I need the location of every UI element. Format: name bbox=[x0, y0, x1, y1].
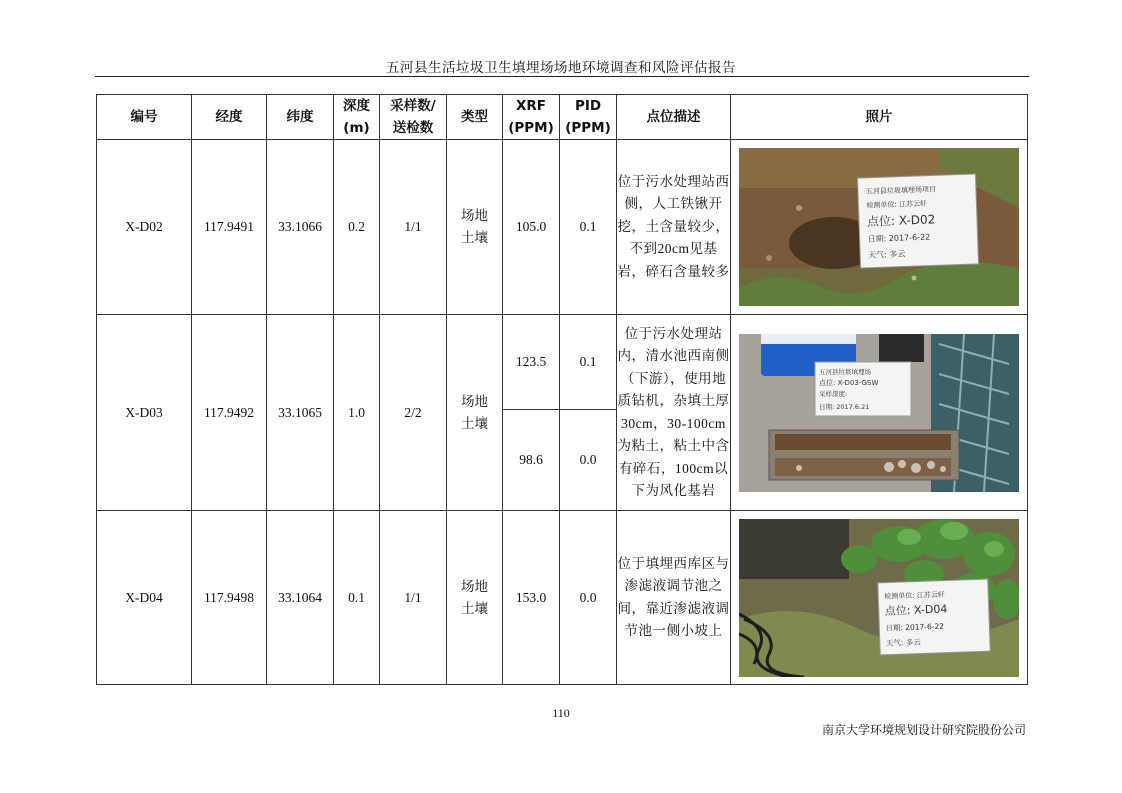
cell-latitude: 33.1065 bbox=[267, 315, 334, 511]
header-description: 点位描述 bbox=[617, 95, 731, 140]
sampling-table bbox=[96, 94, 1028, 685]
site-photo-x-d02 bbox=[739, 148, 1019, 306]
page-number: 110 bbox=[552, 706, 570, 720]
cell-photo bbox=[731, 315, 1028, 511]
cell-photo bbox=[731, 511, 1028, 685]
header-type: 类型 bbox=[447, 95, 503, 140]
footer-organization: 南京大学环境规划设计研究院股份公司 bbox=[821, 723, 1026, 737]
photo-sign-line2: 点位: X-D04 bbox=[884, 602, 948, 618]
cell-samples: 1/1 bbox=[380, 511, 447, 685]
vegetation-slope-photo bbox=[739, 519, 1019, 677]
cell-depth: 1.0 bbox=[334, 315, 380, 511]
cell-id: X-D03 bbox=[97, 315, 192, 511]
cell-xrf: 123.5 bbox=[503, 315, 560, 410]
table-header-row bbox=[97, 95, 1028, 140]
photo-sign-line4: 日期: 2017-6-22 bbox=[867, 232, 931, 244]
cell-xrf: 98.6 bbox=[503, 410, 560, 511]
cell-id: X-D04 bbox=[97, 511, 192, 685]
cell-depth: 0.1 bbox=[334, 511, 380, 685]
cell-type: 场地土壤 bbox=[447, 140, 503, 315]
cell-latitude: 33.1064 bbox=[267, 511, 334, 685]
page-header-title: 五河县生活垃圾卫生填埋场场地环境调查和风险评估报告 bbox=[386, 60, 736, 76]
header-photo: 照片 bbox=[731, 95, 1028, 140]
cell-samples: 1/1 bbox=[380, 140, 447, 315]
table-row bbox=[97, 511, 1028, 685]
soil-pit-photo bbox=[739, 148, 1019, 306]
cell-pid: 0.1 bbox=[560, 140, 617, 315]
cell-xrf: 105.0 bbox=[503, 140, 560, 315]
cell-id: X-D02 bbox=[97, 140, 192, 315]
photo-sign-line1: 五河县垃圾填埋场项目 bbox=[865, 185, 937, 196]
photo-sign-line5: 天气: 多云 bbox=[868, 249, 906, 260]
cell-photo bbox=[731, 140, 1028, 315]
photo-sign-line1: 五河县垃圾填埋场 bbox=[819, 367, 871, 376]
header-samples: 采样数/ 送检数 bbox=[380, 95, 447, 140]
header-rule bbox=[95, 76, 1029, 77]
cell-longitude: 117.9492 bbox=[192, 315, 267, 511]
photo-sign-line1: 检测单位: 江苏云轩 bbox=[884, 590, 945, 601]
photo-sign-line2: 检测单位: 江苏云轩 bbox=[866, 199, 928, 210]
photo-sign-line3: 点位: X-D02 bbox=[866, 212, 936, 229]
cell-description: 位于污水处理站内，清水池西南侧（下游），使用地质钻机，杂填土厚30cm，30-100cm为粘土，粘土中含有碎石，100cm以下为风化基岩 bbox=[617, 315, 731, 511]
cell-type: 场地土壤 bbox=[447, 315, 503, 511]
photo-sign-line4: 日期: 2017.6.21 bbox=[819, 402, 870, 411]
photo-sign-line4: 天气: 多云 bbox=[885, 636, 921, 648]
photo-sign-line3: 日期: 2017-6-22 bbox=[885, 621, 945, 633]
header-longitude: 经度 bbox=[192, 95, 267, 140]
header-pid: PID (PPM) bbox=[560, 95, 617, 140]
header-depth: 深度 (m) bbox=[334, 95, 380, 140]
site-photo-x-d03 bbox=[739, 334, 1019, 492]
cell-type: 场地土壤 bbox=[447, 511, 503, 685]
photo-sign-line2: 点位: X-D03-GSW bbox=[819, 378, 879, 387]
table-row bbox=[97, 315, 1028, 410]
header-latitude: 纬度 bbox=[267, 95, 334, 140]
photo-sign-line3: 采样深度: bbox=[819, 389, 848, 398]
cell-pid: 0.0 bbox=[560, 511, 617, 685]
cell-pid: 0.1 bbox=[560, 315, 617, 410]
cell-depth: 0.2 bbox=[334, 140, 380, 315]
cell-pid: 0.0 bbox=[560, 410, 617, 511]
cell-xrf: 153.0 bbox=[503, 511, 560, 685]
cell-samples: 2/2 bbox=[380, 315, 447, 511]
site-photo-x-d04 bbox=[739, 519, 1019, 677]
header-xrf: XRF (PPM) bbox=[503, 95, 560, 140]
cell-longitude: 117.9491 bbox=[192, 140, 267, 315]
cell-description: 位于污水处理站西侧，人工铁锹开挖，土含量较少，不到20cm见基岩，碎石含量较多 bbox=[617, 140, 731, 315]
cell-longitude: 117.9498 bbox=[192, 511, 267, 685]
cell-description: 位于填埋西库区与渗滤液调节池之间，靠近渗滤液调节池一侧小坡上 bbox=[617, 511, 731, 685]
cell-latitude: 33.1066 bbox=[267, 140, 334, 315]
core-sample-photo bbox=[739, 334, 1019, 492]
table-row bbox=[97, 140, 1028, 315]
header-id: 编号 bbox=[97, 95, 192, 140]
